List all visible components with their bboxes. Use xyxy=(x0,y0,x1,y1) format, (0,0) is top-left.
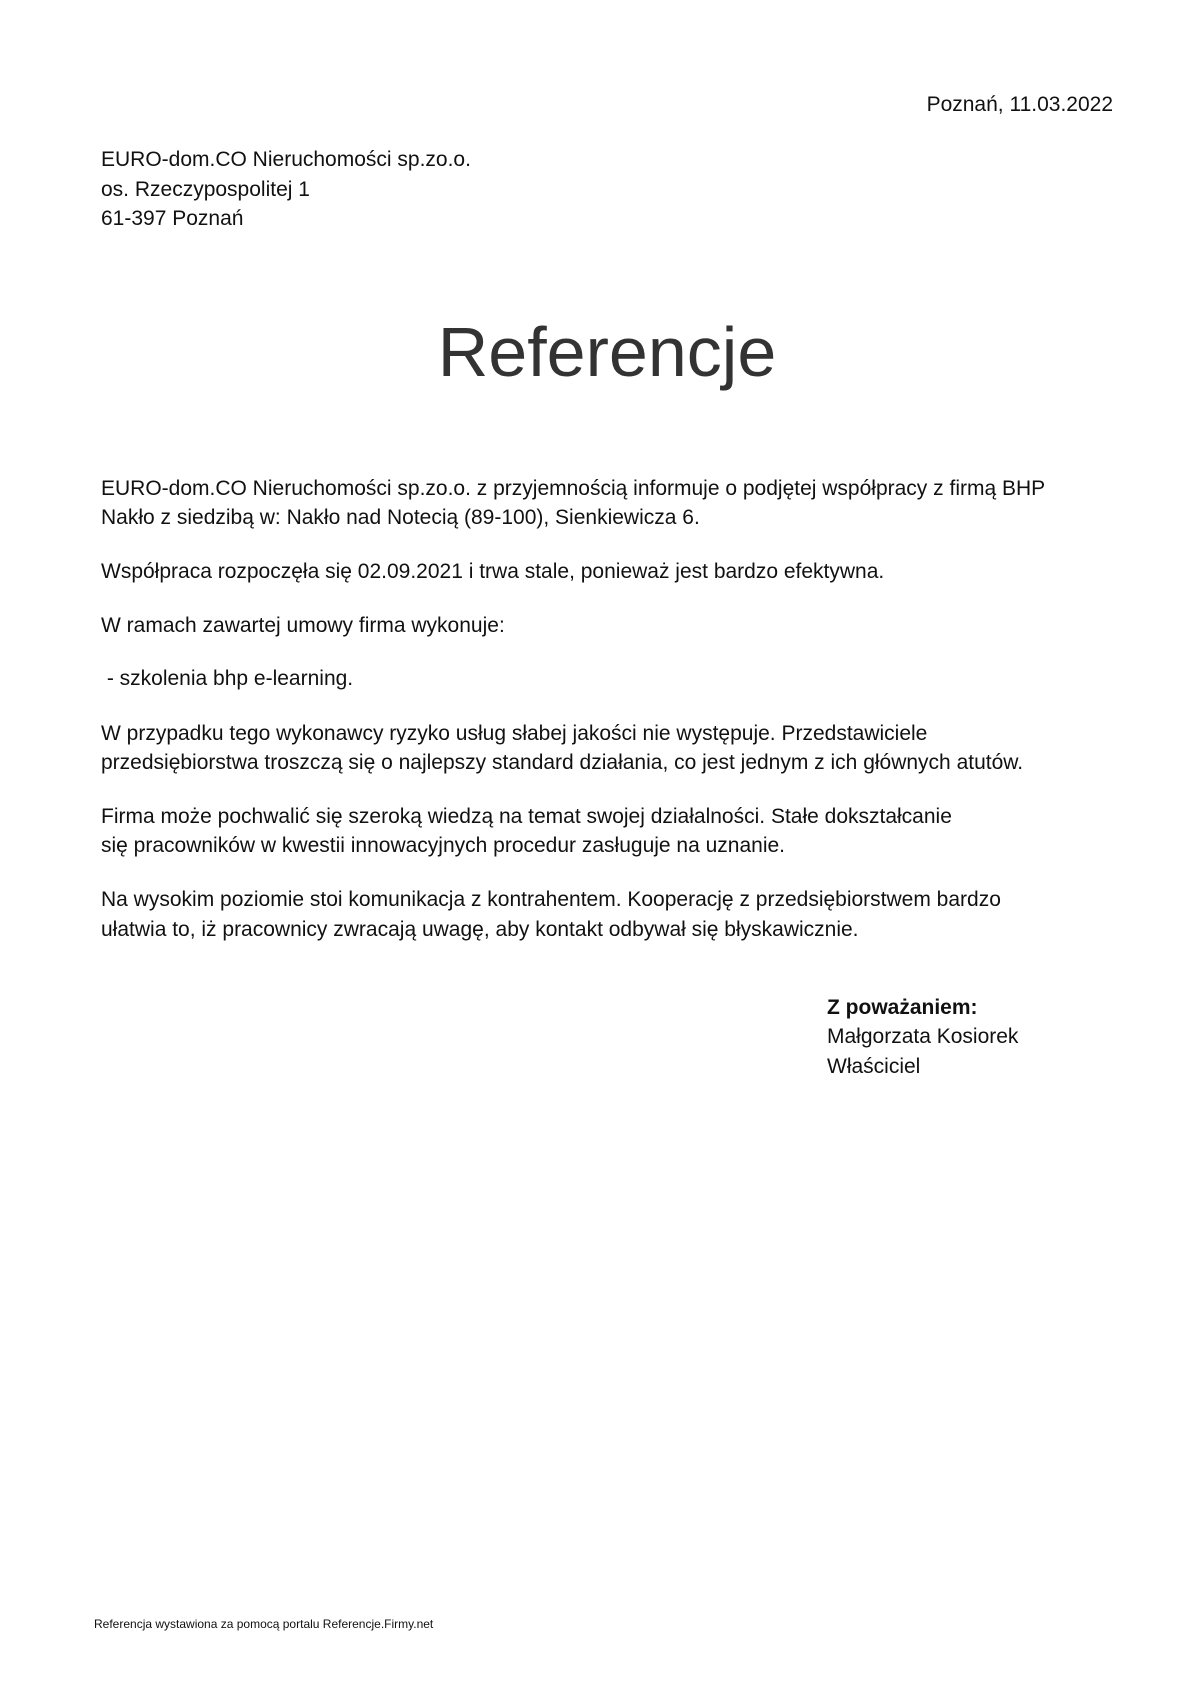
list-item: - szkolenia bhp e-learning. xyxy=(101,667,354,690)
document-title: Referencje xyxy=(437,313,777,391)
paragraph-line: EURO-dom.CO Nieruchomości sp.zo.o. z przyjemnością informuje o podjętej współpracy z firmą BHP xyxy=(101,477,1046,500)
footer-note: Referencja wystawiona za pomocą portalu Referencje.Firmy.net xyxy=(94,1617,434,1631)
paragraph-line: W przypadku tego wykonawcy ryzyko usług słabej jakości nie występuje. Przedstawiciele xyxy=(101,722,928,745)
signature-name: Małgorzata Kosiorek xyxy=(827,1025,1019,1048)
paragraph-line: W ramach zawartej umowy firma wykonuje: xyxy=(101,614,505,637)
paragraph-line: Firma może pochwalić się szeroką wiedzą na temat swojej działalności. Stałe dokształcanie xyxy=(101,805,952,828)
sender-name: EURO-dom.CO Nieruchomości sp.zo.o. xyxy=(101,148,471,171)
place-date: Poznań, 11.03.2022 xyxy=(926,93,1113,116)
signature-role: Właściciel xyxy=(827,1055,921,1078)
paragraph-line: Współpraca rozpoczęła się 02.09.2021 i trwa stale, ponieważ jest bardzo efektywna. xyxy=(101,560,885,583)
paragraph-line: ułatwia to, iż pracownicy zwracają uwagę, aby kontakt odbywał się błyskawicznie. xyxy=(101,918,859,941)
sender-street: os. Rzeczypospolitej 1 xyxy=(101,178,310,201)
paragraph-line: przedsiębiorstwa troszczą się o najlepszy standard działania, co jest jednym z ich głównych atutów. xyxy=(101,751,1024,774)
paragraph-line: Nakło z siedzibą w: Nakło nad Notecią (89-100), Sienkiewicza 6. xyxy=(101,506,700,529)
sender-city: 61-397 Poznań xyxy=(101,207,244,230)
paragraph-line: Na wysokim poziomie stoi komunikacja z kontrahentem. Kooperację z przedsiębiorstwem bardzo xyxy=(101,888,1001,911)
paragraph-line: się pracowników w kwestii innowacyjnych procedur zasługuje na uznanie. xyxy=(101,834,786,857)
signature-closing: Z poważaniem: xyxy=(827,996,978,1019)
